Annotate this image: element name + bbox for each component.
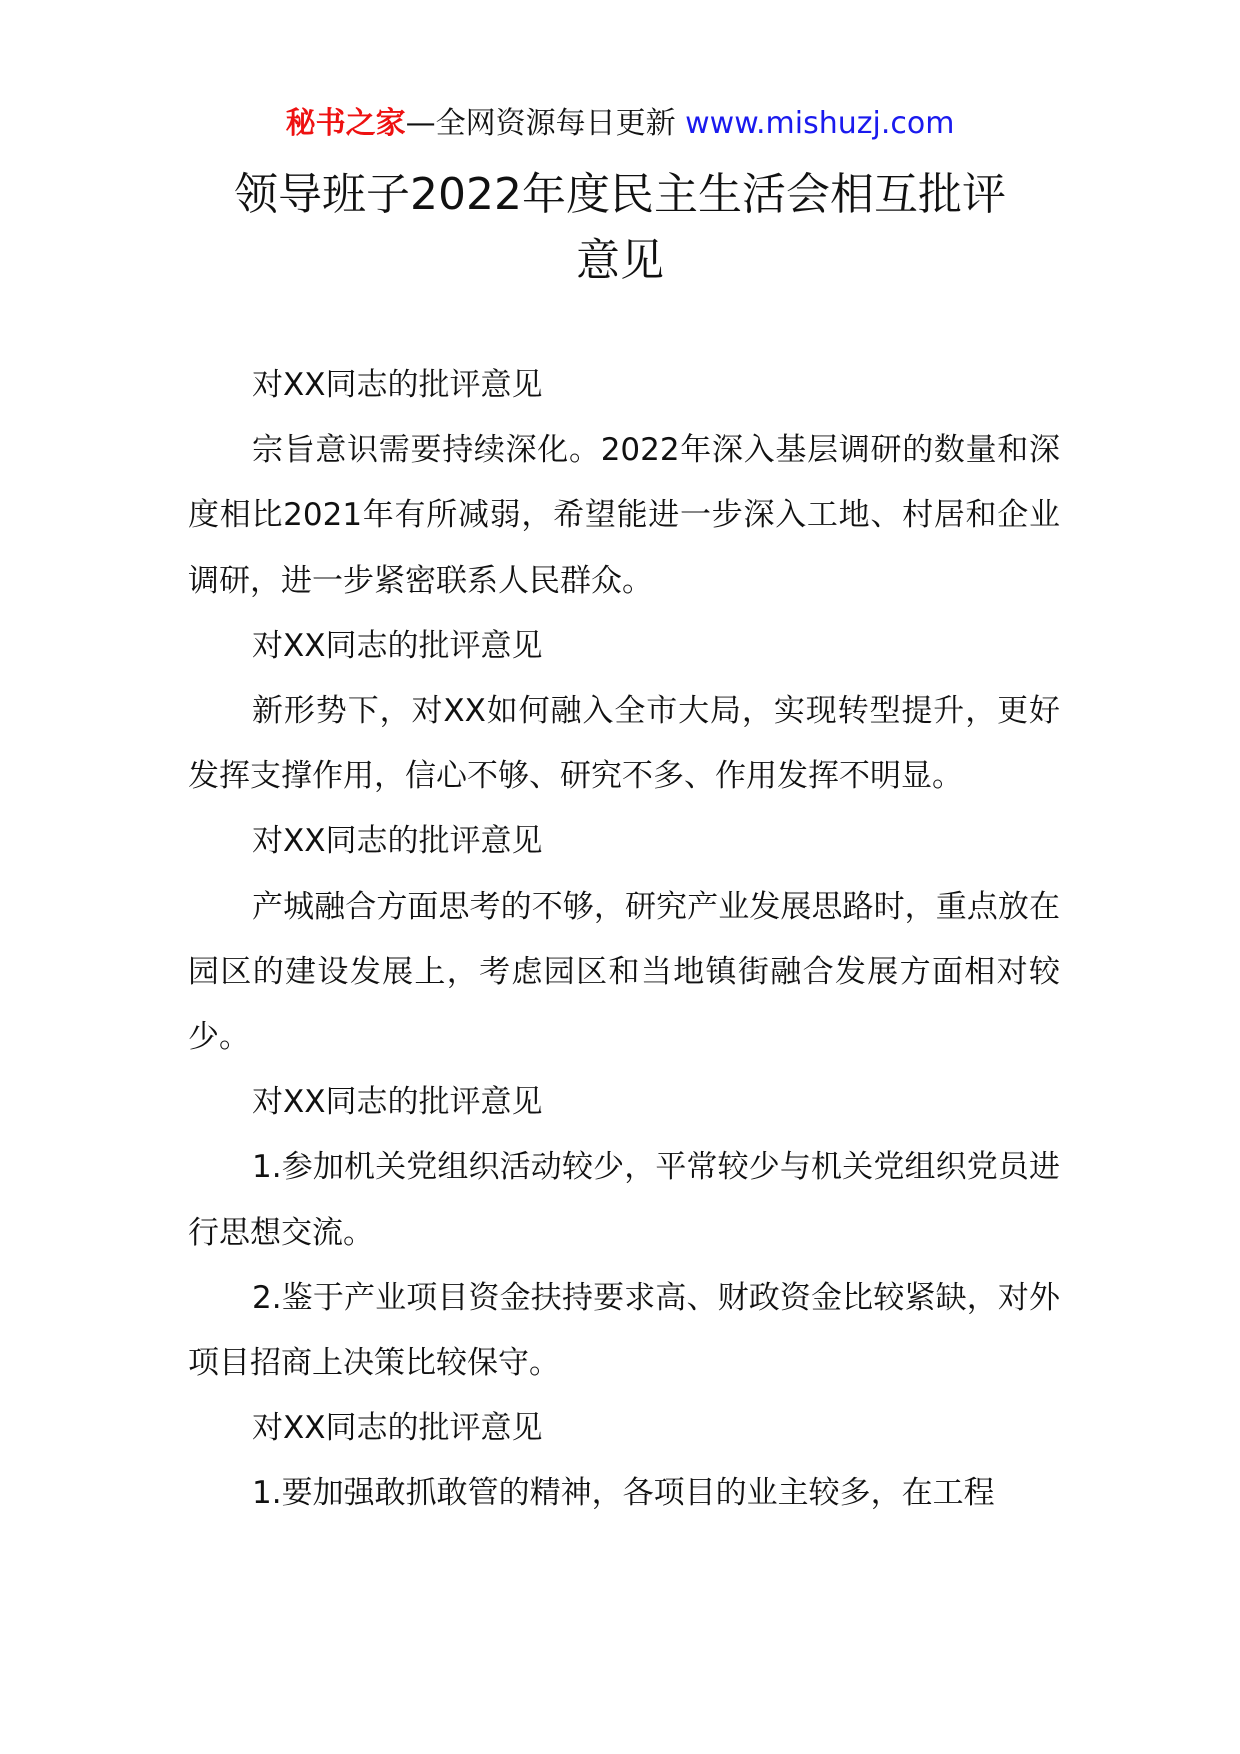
site-url-link[interactable]: www.mishuzj.com — [685, 106, 955, 141]
site-tagline: —全网资源每日更新 — [405, 106, 676, 141]
document-body — [188, 353, 1060, 1527]
section-heading: 对XX同志的批评意见 — [252, 1084, 543, 1121]
body-paragraph: 产城融合方面思考的不够，研究产业发展思路时，重点放在园区的建设发展上，考虑园区和当地镇街融合发展方面相对较少。 — [188, 888, 1060, 1056]
section-heading: 对XX同志的批评意见 — [252, 367, 543, 403]
title-line-2: 意见 — [576, 235, 664, 286]
site-header — [0, 100, 1240, 148]
body-paragraph: 1.参加机关党组织活动较少，平常较少与机关党组织党员进行思想交流。 — [188, 1149, 1060, 1251]
document-title — [0, 162, 1240, 294]
section-heading: 对XX同志的批评意见 — [252, 823, 543, 860]
body-paragraph: 2.鉴于产业项目资金扶持要求高、财政资金比较紧缺，对外项目招商上决策比较保守。 — [188, 1279, 1060, 1382]
section-heading: 对XX同志的批评意见 — [252, 627, 543, 664]
body-paragraph: 新形势下，对XX如何融入全市大局，实现转型提升，更好发挥支撑作用，信心不够、研究不多、作用发挥不明显。 — [188, 693, 1060, 795]
section-heading: 对XX同志的批评意见 — [252, 1410, 543, 1447]
title-line-1: 领导班子2022年度民主生活会相互批评 — [234, 169, 1006, 220]
body-paragraph: 宗旨意识需要持续深化。2022年深入基层调研的数量和深度相比2021年有所减弱，希望能进一步深入工地、村居和企业调研，进一步紧密联系人民群众。 — [188, 432, 1060, 599]
brand-name: 秘书之家 — [285, 106, 406, 141]
body-paragraph: 1.要加强敢抓敢管的精神，各项目的业主较多，在工程 — [252, 1475, 995, 1512]
